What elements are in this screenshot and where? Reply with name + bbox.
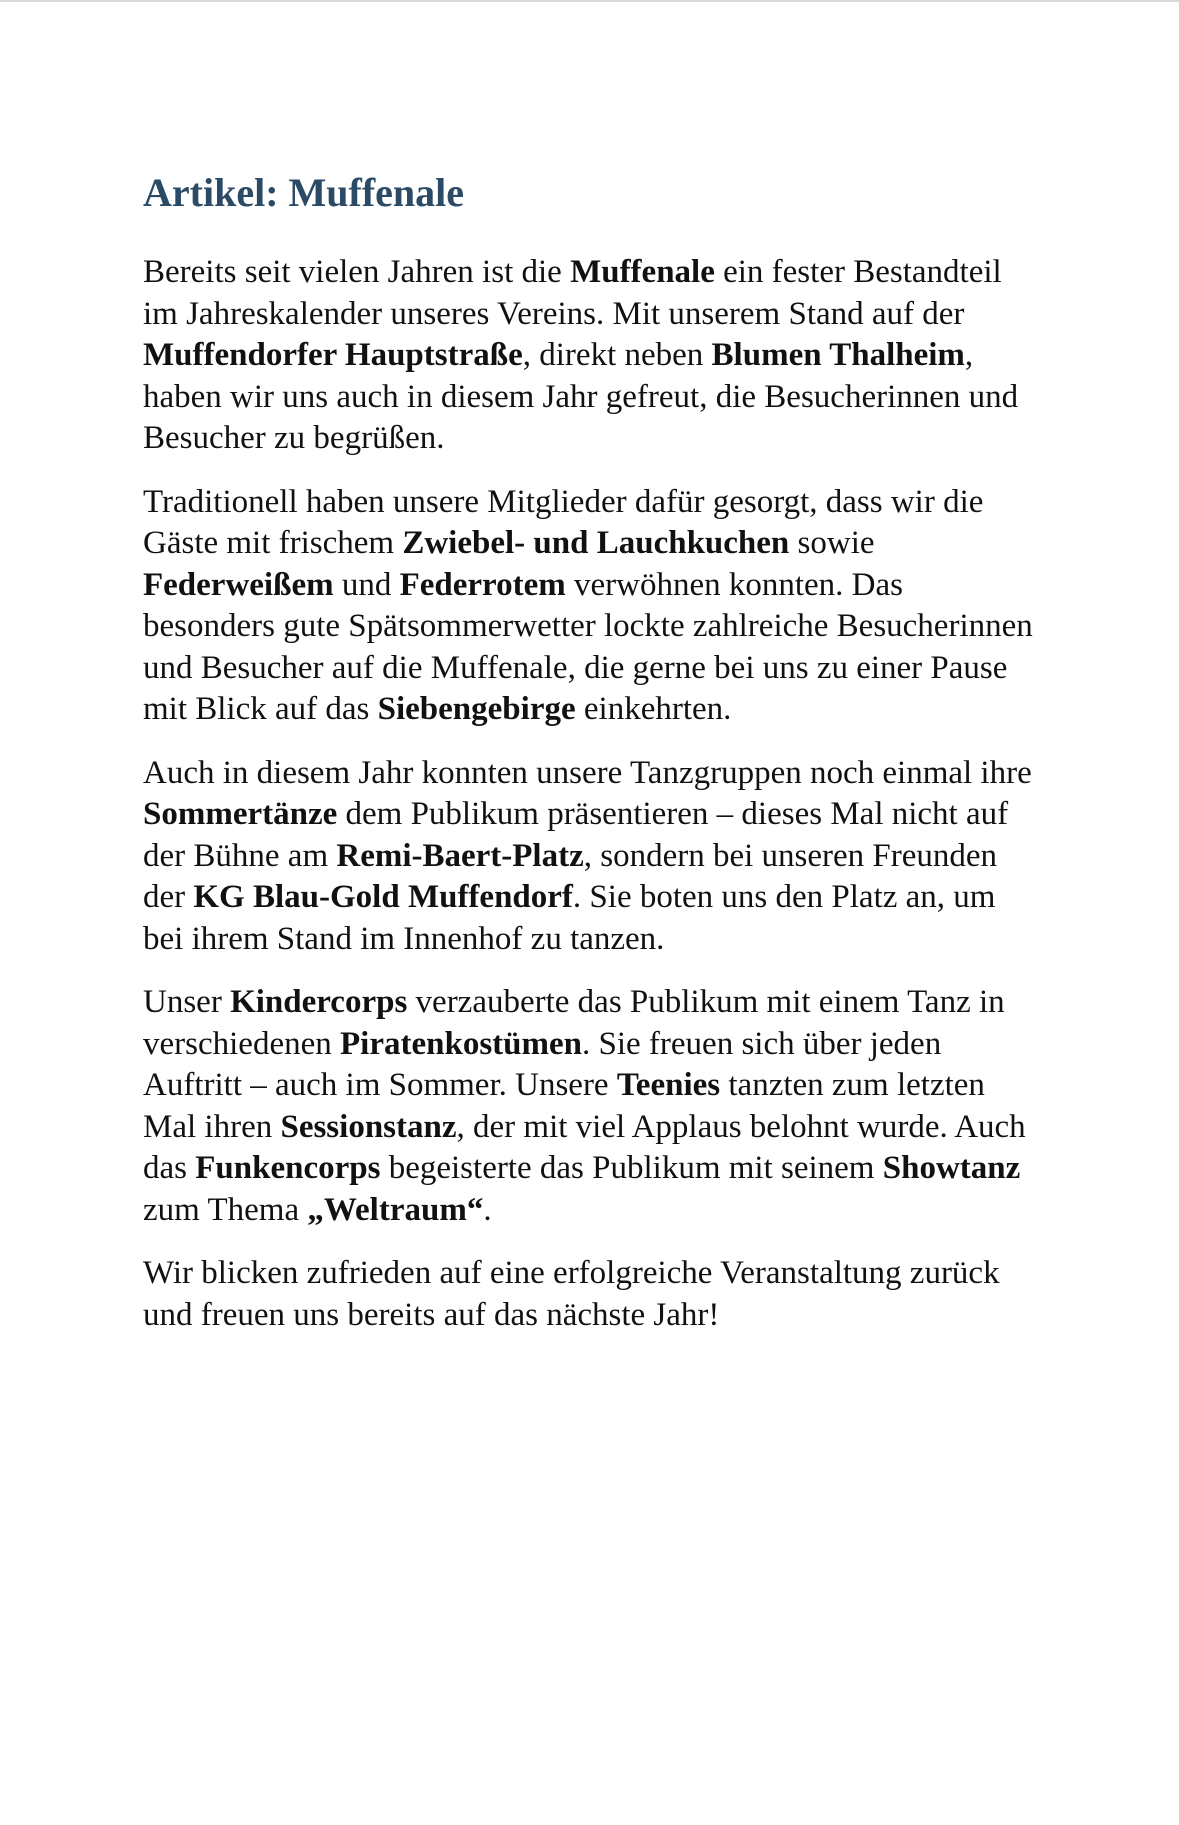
bold-text: KG Blau-Gold Muffendorf [193, 879, 573, 915]
bold-text: Siebengebirge [377, 691, 576, 727]
bold-text: „Weltraum“ [307, 1191, 484, 1228]
article-paragraph [143, 252, 1043, 460]
paragraph-text: ein fester Bestandteil im Jahreskalender unseres Vereins. Mit unserem Stand auf der [143, 254, 1002, 332]
article-paragraph [143, 1253, 1043, 1336]
paragraph-text: Auch in diesem Jahr konnten unsere Tanzgruppen noch einmal ihre [143, 754, 1032, 791]
paragraph-text: . [483, 1191, 492, 1228]
paragraph-text: und [333, 566, 400, 603]
paragraph-text: zum Thema [143, 1191, 308, 1228]
article-body [143, 252, 1043, 1336]
paragraph-text: sowie [789, 525, 875, 561]
paragraph-text: , haben wir uns auch in diesem Jahr gefreut, die Besucherinnen und Besucher zu begrüßen. [143, 337, 1019, 456]
top-divider [0, 0, 1179, 2]
paragraph-text: dem Publikum präsentieren – dieses Mal nicht auf der Bühne am [143, 796, 1009, 874]
bold-text: Sessionstanz [280, 1108, 457, 1145]
paragraph-text: , direkt neben [522, 337, 712, 373]
paragraph-text: , der mit viel Applaus belohnt wurde. Auch das [143, 1108, 1026, 1186]
bold-text: Federweißem [143, 566, 334, 603]
bold-text: Sommertänze [143, 796, 338, 832]
paragraph-text: Wir blicken zufrieden auf eine erfolgreiche Veranstaltung zurück und freuen uns bereits auf das nächste Jahr! [143, 1255, 1000, 1333]
paragraph-text: verwöhnen konnten. Das besonders gute Spätsommerwetter lockte zahlreiche Besucherinnen und Besucher auf die Muffenale, die gerne bei uns zu einer Pause mit Blick auf das [143, 566, 1033, 727]
paragraph-text: Bereits seit vielen Jahren ist die [143, 254, 571, 290]
article [143, 164, 1043, 1358]
paragraph-text: verzauberte das Publikum mit einem Tanz in verschiedenen [143, 984, 1005, 1062]
bold-text: Blumen Thalheim [711, 337, 965, 373]
bold-text: Showtanz [882, 1150, 1021, 1186]
article-title: Artikel: Muffenale [143, 170, 465, 215]
article-paragraph [143, 482, 1043, 731]
paragraph-text: begeisterte das Publikum mit seinem [380, 1150, 883, 1186]
bold-text: Piratenkostümen [340, 1025, 582, 1062]
paragraph-text: , sondern bei unseren Freunden der [143, 837, 998, 915]
bold-text: Muffenale [570, 254, 715, 290]
paragraph-text: Unser [143, 984, 231, 1020]
bold-text: Muffendorfer Hauptstraße [143, 337, 523, 373]
paragraph-text: . Sie freuen sich über jeden Auftritt – auch im Sommer. Unsere [143, 1025, 942, 1103]
bold-text: Remi-Baert-Platz [336, 837, 584, 874]
paragraph-text: tanzten zum letzten Mal ihren [143, 1067, 985, 1145]
paragraph-text: einkehrten. [575, 691, 732, 727]
bold-text: Teenies [616, 1067, 721, 1103]
article-paragraph [143, 982, 1043, 1231]
paragraph-text: . Sie boten uns den Platz an, um bei ihrem Stand im Innenhof zu tanzen. [143, 879, 996, 957]
bold-text: Kindercorps [230, 984, 408, 1020]
bold-text: Funkencorps [195, 1150, 381, 1186]
paragraph-text: Traditionell haben unsere Mitglieder dafür gesorgt, dass wir die Gäste mit frischem [143, 483, 984, 561]
bold-text: Zwiebel- und Lauchkuchen [402, 525, 790, 561]
bold-text: Federrotem [399, 566, 566, 603]
article-paragraph [143, 753, 1043, 961]
